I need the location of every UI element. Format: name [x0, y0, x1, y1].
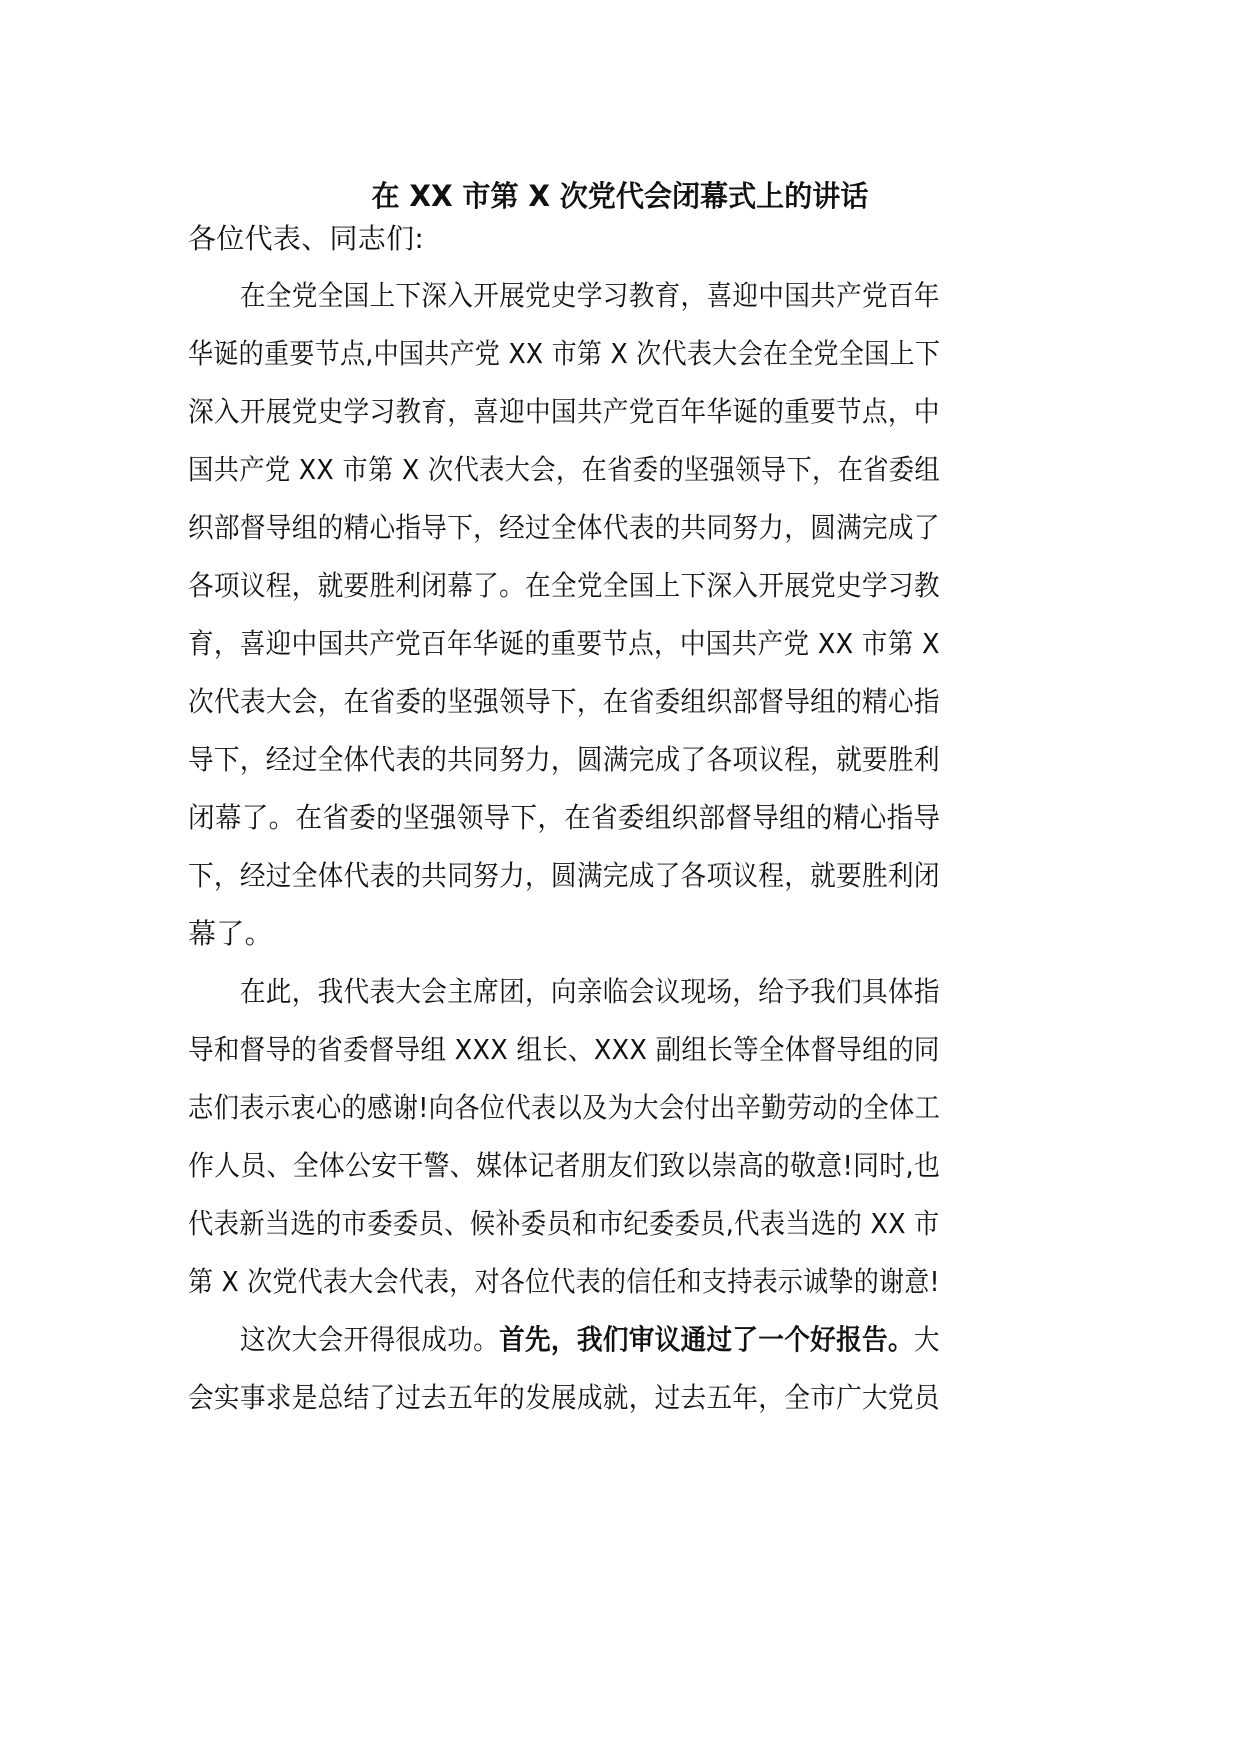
- paragraph-2-line: 志们表示衷心的感谢!向各位代表以及为大会付出辛勤劳动的全体工: [188, 1091, 941, 1124]
- paragraph-1-line: 深入开展党史学习教育，喜迎中国共产党百年华诞的重要节点，中: [188, 395, 940, 428]
- paragraph-1-line: 各项议程，就要胜利闭幕了。在全党全国上下深入开展党史学习教: [188, 569, 940, 602]
- paragraph-1-line: 华诞的重要节点,中国共产党 XX 市第 X 次代表大会在全党全国上下: [188, 337, 941, 370]
- paragraph-2-line: 在此，我代表大会主席团，向亲临会议现场，给予我们具体指: [188, 975, 940, 1008]
- paragraph-1-line: 闭幕了。在省委的坚强领导下，在省委组织部督导组的精心指导: [188, 801, 941, 834]
- paragraph-3-line: 会实事求是总结了过去五年的发展成就，过去五年，全市广大党员: [188, 1381, 940, 1414]
- paragraph-2-line: 代表新当选的市委委员、候补委员和市纪委委员,代表当选的 XX 市: [188, 1207, 940, 1240]
- paragraph-1-line: 国共产党 XX 市第 X 次代表大会，在省委的坚强领导下，在省委组: [188, 453, 941, 486]
- paragraph-1-line: 导下，经过全体代表的共同努力，圆满完成了各项议程，就要胜利: [188, 743, 940, 776]
- paragraph-3-tail-text: 大: [913, 1323, 940, 1356]
- paragraph-3-lead-text: 这次大会开得很成功。: [188, 1323, 500, 1356]
- paragraph-2-line: 第 X 次党代表大会代表，对各位代表的信任和支持表示诚挚的谢意!: [188, 1265, 940, 1298]
- paragraph-1-line: 下，经过全体代表的共同努力，圆满完成了各项议程，就要胜利闭: [188, 859, 940, 892]
- paragraph-1-line: 在全党全国上下深入开展党史学习教育，喜迎中国共产党百年: [188, 279, 940, 312]
- document-title: 在 XX 市第 X 次党代会闭幕式上的讲话: [371, 179, 869, 213]
- paragraph-1-line: 次代表大会，在省委的坚强领导下，在省委组织部督导组的精心指: [188, 685, 940, 718]
- salutation: 各位代表、同志们:: [188, 222, 425, 255]
- paragraph-1-line: 育，喜迎中国共产党百年华诞的重要节点，中国共产党 XX 市第 X: [188, 627, 940, 660]
- paragraph-1-line: 织部督导组的精心指导下，经过全体代表的共同努力，圆满完成了: [188, 511, 940, 544]
- paragraph-2-line: 作人员、全体公安干警、媒体记者朋友们致以崇高的敬意!同时,也: [188, 1149, 941, 1182]
- paragraph-3-bold-heading: 首先，我们审议通过了一个好报告。: [499, 1323, 914, 1356]
- paragraph-2-line: 导和督导的省委督导组 XXX 组长、XXX 副组长等全体督导组的同: [188, 1033, 940, 1066]
- paragraph-1-line: 幕了。: [188, 917, 273, 950]
- paragraph-3-line: [188, 1318, 940, 1362]
